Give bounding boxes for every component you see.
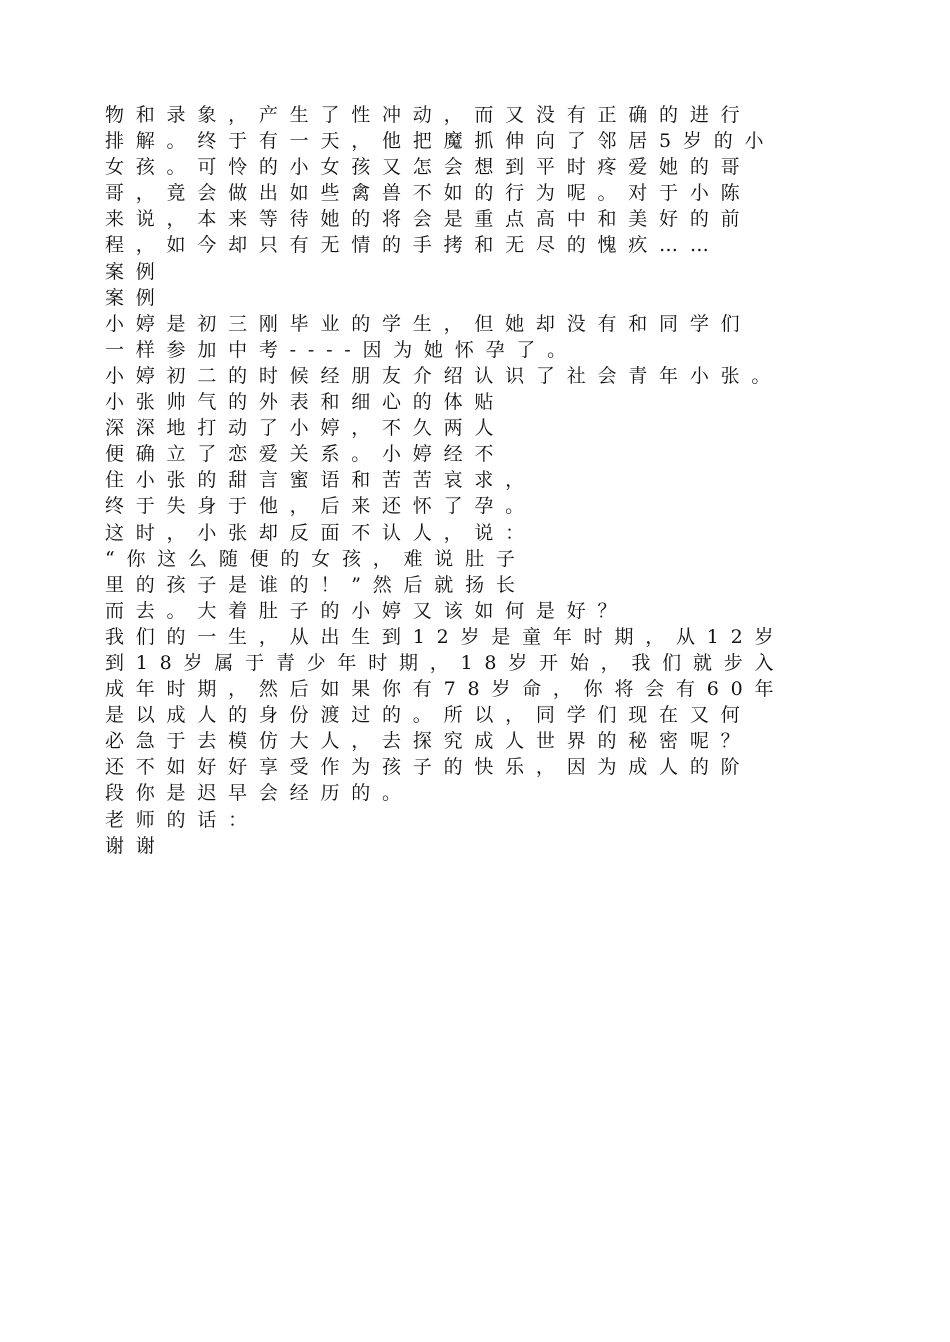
text-line: 终于失身于他，后来还怀了孕。 — [105, 495, 536, 518]
section-heading: 案例 — [105, 286, 167, 309]
text-line: 到18岁属于青少年时期，18岁开始，我们就步入 — [105, 651, 786, 674]
text-line: 成年时期，然后如果你有78岁命，你将会有60年 — [105, 678, 786, 701]
section-heading: 老师的话： — [105, 808, 259, 831]
closing-line: 谢谢 — [105, 834, 167, 857]
text-line: 小张帅气的外表和细心的体贴 — [105, 391, 506, 414]
text-line: 便确立了恋爱关系。小婷经不 — [105, 443, 506, 466]
text-line: 里的孩子是谁的！”然后就扬长 — [105, 573, 527, 596]
text-line: 来说，本来等待她的将会是重点高中和美好的前 — [105, 208, 752, 231]
text-line: 段你是迟早会经历的。 — [105, 782, 413, 805]
text-line: 而去。大着肚子的小婷又该如何是好？ — [105, 599, 629, 622]
text-line: 物和录象，产生了性冲动，而又没有正确的进行 — [105, 104, 752, 126]
text-line: 我们的一生，从出生到12岁是童年时期，从12岁 — [105, 625, 786, 648]
text-line: 住小张的甜言蜜语和苦苦哀求， — [105, 469, 536, 492]
text-line: 小婷初二的时候经朋友介绍认识了社会青年小张。 — [105, 364, 783, 387]
section-heading: 案例 — [105, 260, 167, 283]
text-line: 小婷是初三刚毕业的学生，但她却没有和同学们 — [105, 312, 752, 335]
text-line: 这时，小张却反面不认人，说： — [105, 521, 536, 544]
text-line: 哥，竟会做出如些禽兽不如的行为呢。对于小陈 — [105, 182, 752, 205]
text-line: 女孩。可怜的小女孩又怎会想到平时疼爱她的哥 — [105, 156, 752, 179]
document-body — [105, 102, 875, 859]
text-line: 深深地打动了小婷，不久两人 — [105, 417, 506, 440]
text-line: 排解。终于有一天，他把魔抓伸向了邻居5岁的小 — [105, 130, 776, 153]
text-line: 是以成人的身份渡过的。所以，同学们现在又何 — [105, 704, 752, 727]
text-line: 还不如好好享受作为孩子的快乐，因为成人的阶 — [105, 756, 752, 779]
text-line: “你这么随便的女孩，难说肚子 — [105, 547, 527, 570]
text-line: 一样参加中考----因为她怀孕了。 — [105, 338, 578, 361]
text-line: 程，如今却只有无情的手拷和无尽的愧疚…… — [105, 234, 721, 257]
text-line: 必急于去模仿大人，去探究成人世界的秘密呢？ — [105, 730, 752, 753]
